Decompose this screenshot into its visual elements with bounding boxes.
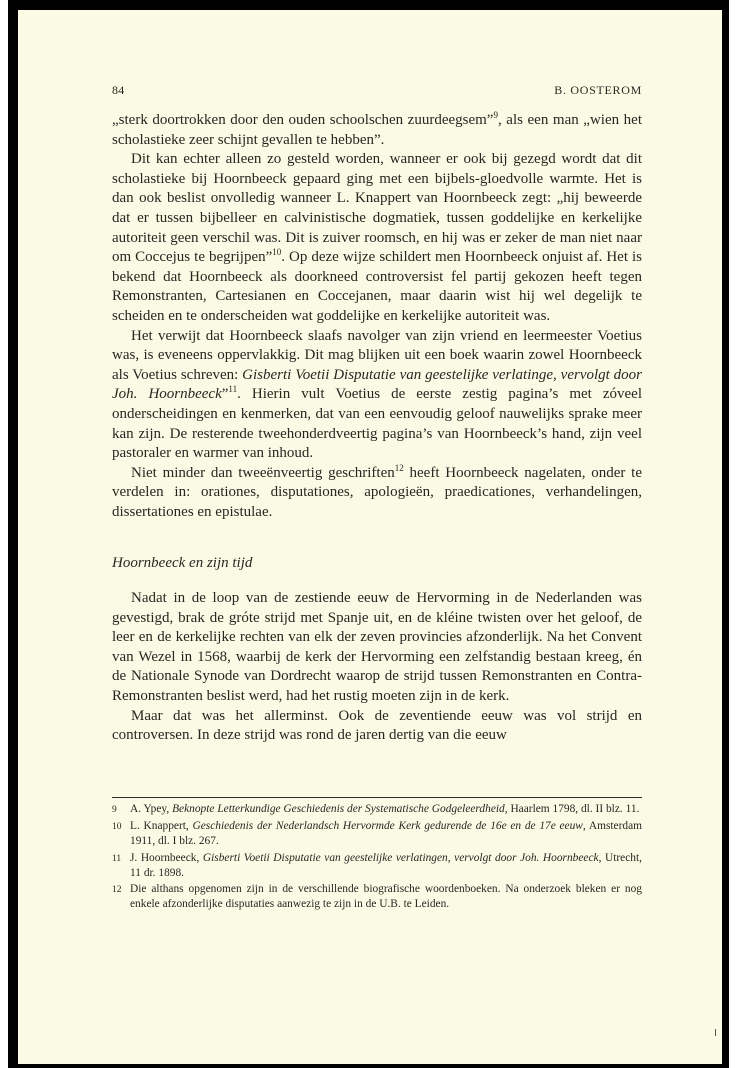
cited-book-title: Gisberti Voetii Disputatie van geestelijke verlatinge, vervolgt door Joh. Hoornbeeck xyxy=(112,366,643,403)
footnote-number: 10 xyxy=(112,822,122,833)
paragraph-3 xyxy=(112,327,642,464)
footnote-text xyxy=(130,851,642,881)
footnotes xyxy=(112,802,642,913)
footnote-publication: , Haarlem 1798, dl. II blz. 11. xyxy=(504,803,640,815)
paragraph-4-text-after: heeft Hoornbeeck nagelaten, onder te verdelen in: orationes, disputationes, apologieën, praedicationes, verhandelingen, dissertationes en epistulae. xyxy=(112,464,642,520)
footnote-title: Geschiedenis der Nederlandsch Hervormde Kerk gedurende de 16e en de 17e eeuw xyxy=(192,820,583,833)
page-header xyxy=(112,83,642,101)
footnote-number: 11 xyxy=(112,853,122,864)
footnote-title: Beknopte Letterkundige Geschiedenis der Systematische Godgeleerdheid xyxy=(172,803,505,815)
footnote-ref-11: 11 xyxy=(228,384,238,395)
footnote-10 xyxy=(112,819,642,849)
paragraph-3-text-before: Het verwijt dat Hoornbeeck slaafs navolger van zijn vriend en leermeester Voetius was, is eveneens oppervlakkig. Dit mag blijken uit een boek waarin zowel Hoornbeeck als Voetius schreven: xyxy=(112,327,642,383)
section-paragraph-2: Maar dat was het allerminst. Ook de zeventiende eeuw was vol strijd en controversen. In deze strijd was rond de jaren dertig van die eeuw xyxy=(112,707,642,744)
paragraph-2-text-before: Dit kan echter alleen zo gesteld worden, wanneer er ook bij gezegd wordt dat dit scholastieke bij Hoornbeeck gepaard ging met een bijbels-gloedvolle warmte. Het is dan ook beslist onvolledig wanneer L. Knappert van Hoornbeeck zegt: „hij beweerde dat er tussen bijbelleer en calvinistische dogmatiek, tussen goddelijke en kerkelijke autoriteit geen verschil was. Dit is zuiver roomsch, en hij was er zeker de man niet naar om Coccejus te begrijpen” xyxy=(112,151,642,266)
footnote-11 xyxy=(112,851,642,881)
paragraph-1-quote: „sterk doortrokken door den ouden schoolschen zuurdeegsem” xyxy=(112,112,494,128)
footnote-ref-9: 9 xyxy=(493,110,498,120)
paragraph-2 xyxy=(112,150,642,326)
paragraph-4 xyxy=(112,464,642,523)
page-number: 84 xyxy=(112,83,125,97)
footnote-ref-12: 12 xyxy=(394,462,404,473)
footnote-author: J. Hoornbeeck, xyxy=(130,851,203,864)
running-head-author: B. OOSTEROM xyxy=(554,83,642,97)
scan-artifact-mark xyxy=(715,1029,716,1036)
footnote-text xyxy=(130,802,642,817)
footnote-title: Gisberti Voetii Disputatie van geestelijke verlatingen, vervolgt door Joh. Hoornbeeck xyxy=(202,851,599,864)
main-text xyxy=(112,111,642,746)
paragraph-3-text-after: . Hierin vult Voetius de eerste zestig pagina’s met zóveel onderscheidingen en kenmerken, dat van een eenvoudig geloof nauwelijks sprake meer kan zijn. De resterende tweehonderdveertig pagina’s van Hoornbeeck’s hand, zijn veel pastoraler en warmer van inhoud. xyxy=(112,386,642,462)
footnote-publication: , Amsterdam 1911, dl. I blz. 267. xyxy=(130,820,642,848)
paragraph-1-after: , als een man „wien het scholastieke zeer schijnt gevallen te hebben”. xyxy=(112,112,643,148)
paragraph-4-text-before: Niet minder dan tweeënveertig geschriften xyxy=(131,464,395,481)
paragraph-3-quote-close: ” xyxy=(221,386,229,403)
footnote-ref-10: 10 xyxy=(272,247,282,258)
footnote-publication: , Utrecht, 11 dr. 1898. xyxy=(130,851,642,879)
footnote-author: A. Ypey, xyxy=(130,803,173,815)
footnote-text: Die althans opgenomen zijn in de verschillende biografische woordenboeken. Na onderzoek bleken er nog enkele afzonderlijke disputaties aanwezig te zijn in de U.B. te Leiden. xyxy=(130,883,642,911)
footnote-text xyxy=(130,819,642,849)
footnote-author: L. Knappert, xyxy=(130,820,193,833)
section-heading: Hoornbeeck en zijn tijd xyxy=(112,555,253,572)
footnote-9 xyxy=(112,802,642,818)
paragraph-2-text-after: . Op deze wijze schildert men Hoornbeeck onjuist af. Het is bekend dat Hoornbeeck als doorkneed controversist fel partij gekozen heeft tegen Remonstranten, Cartesianen en Coccejanen, maar daarin wist hij wel degelijk te scheiden en te onderscheiden wat goddelijke en kerkelijke autoriteit was. xyxy=(112,249,642,324)
footnote-divider xyxy=(112,797,642,798)
footnote-12 xyxy=(112,882,642,912)
footnote-number: 12 xyxy=(112,885,122,896)
paragraph-1 xyxy=(112,111,642,150)
footnote-number: 9 xyxy=(112,805,117,815)
section-paragraph-1: Nadat in de loop van de zestiende eeuw de Hervorming in de Nederlanden was gevestigd, brak de gróte strijd met Spanje uit, en de kléine twisten over het geloof, de leer en de kerkelijke rechten van elk der zeven provincies afzonderlijk. Na het Convent van Wezel in 1568, waarbij de kerk der Hervorming een zelfstandig bestaan kreeg, én de Nationale Synode van Dordrecht waarop de strijd tussen Remonstranten en Contra-Remonstranten beslist werd, had het rustig moeten zijn in de kerk. xyxy=(112,590,642,705)
